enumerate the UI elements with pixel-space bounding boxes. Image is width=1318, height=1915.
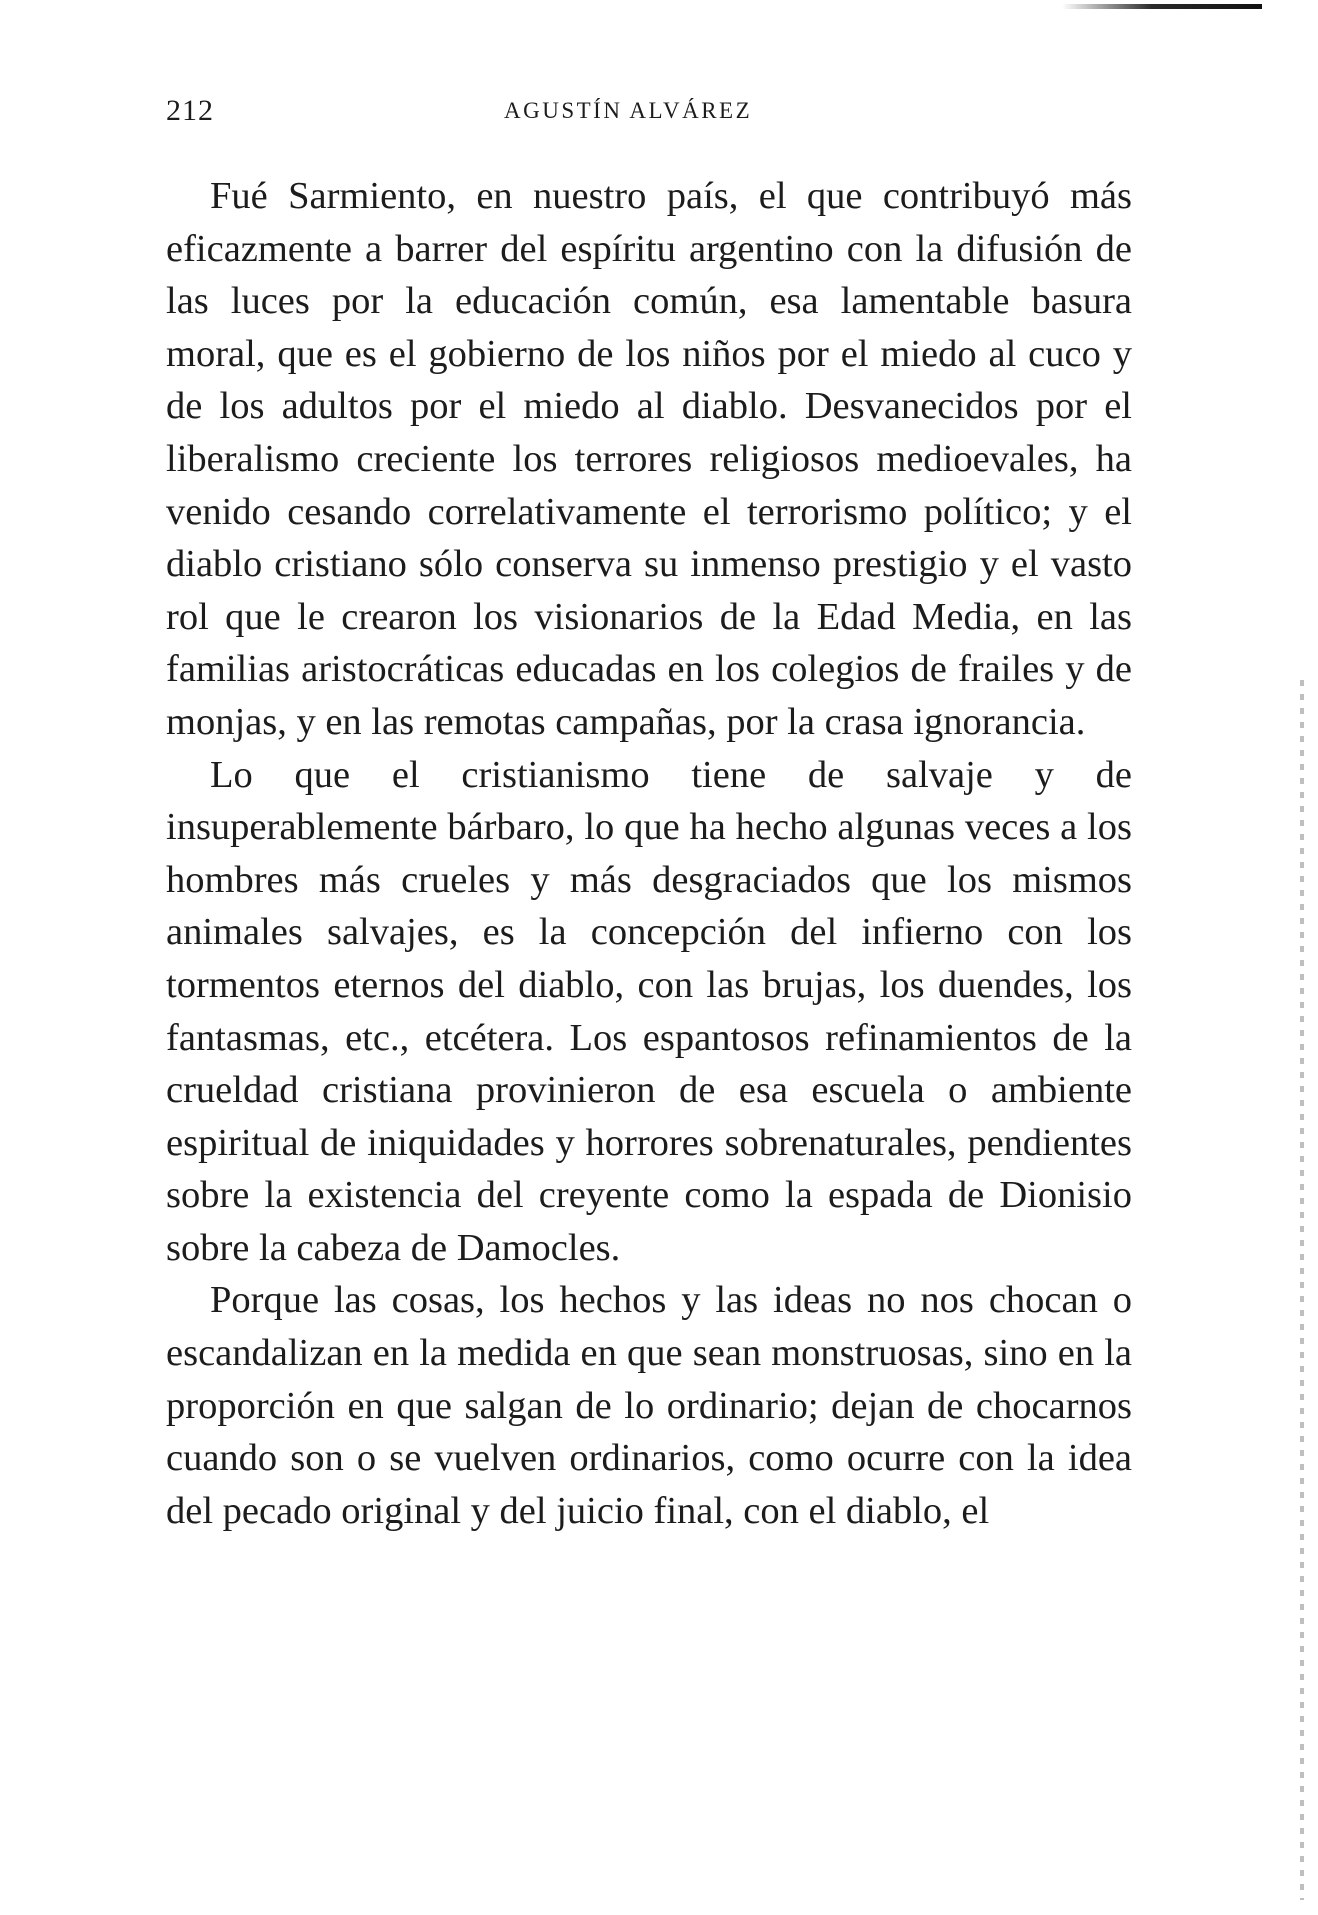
body-text (166, 170, 1132, 1537)
paragraph-1: Fué Sarmiento, en nuestro país, el que contribuyó más eficazmente a barrer del espíritu argentino con la difusión de las luces por la educación común, esa lamentable basura moral, que es el gobierno de los niños por el miedo al cuco y de los adultos por el miedo al diablo. Desvanecidos por el liberalismo creciente los terrores religiosos medioevales, ha venido cesando correlativamente el terrorismo político; y el diablo cristiano sólo conserva su inmenso prestigio y el vasto rol que le crearon los visionarios de la Edad Media, en las familias aristocráticas educadas en los colegios de frailes y de monjas, y en las remotas campañas, por la crasa ignorancia. (166, 175, 1132, 743)
paragraph-3: Porque las cosas, los hechos y las ideas no nos chocan o escandalizan en la medida en que sean monstruosas, sino en la proporción en que salgan de lo ordinario; dejan de chocarnos cuando son o se vuelven ordinarios, como ocurre con la idea del pecado original y del juicio final, con el diablo, el (166, 1279, 1132, 1532)
scan-binding-edge (1300, 680, 1304, 1900)
scan-edge-mark (1062, 4, 1262, 9)
page-header (166, 94, 1136, 134)
running-head: AGUSTÍN ALVÁREZ (504, 98, 753, 123)
paragraph-2: Lo que el cristianismo tiene de salvaje y de insuperablemente bárbaro, lo que ha hecho algunas veces a los hombres más crueles y más desgraciados que los mismos animales salvajes, es la concepción del infierno con los tormentos eternos del diablo, con las brujas, los duendes, los fantasmas, etc., etcétera. Los espantosos refinamientos de la crueldad cristiana provinieron de esa escuela o ambiente espiritual de iniquidades y horrores sobrenaturales, pendientes sobre la existencia del creyente como la espada de Dionisio sobre la cabeza de Damocles. (166, 753, 1132, 1269)
page-number: 212 (166, 94, 214, 127)
